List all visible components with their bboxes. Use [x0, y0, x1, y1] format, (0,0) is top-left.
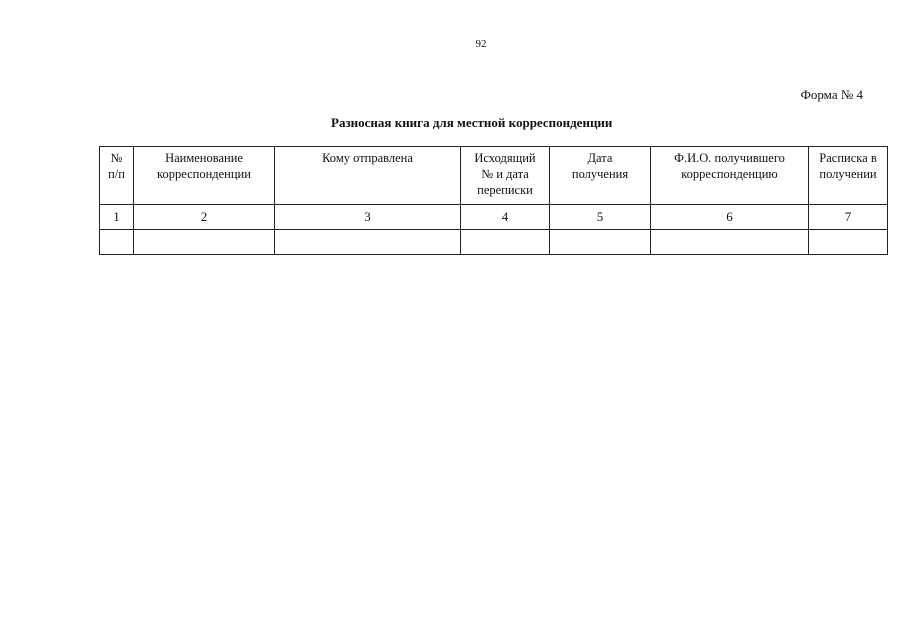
col-header-number	[100, 147, 134, 205]
column-number-cell: 5	[550, 205, 651, 230]
empty-entry-row	[100, 230, 888, 255]
page-number: 92	[475, 38, 487, 50]
empty-cell	[461, 230, 550, 255]
column-number-cell: 3	[275, 205, 461, 230]
empty-cell	[275, 230, 461, 255]
column-number-cell: 1	[100, 205, 134, 230]
col-header-outgoing-number-date	[461, 147, 550, 205]
header-line: Кому отправлена	[322, 151, 413, 165]
header-line: Ф.И.О. получившего	[674, 151, 785, 165]
empty-cell	[651, 230, 809, 255]
header-line: № и дата	[481, 167, 529, 181]
column-number-cell: 2	[134, 205, 275, 230]
header-line: Исходящий	[474, 151, 536, 165]
col-header-receipt-signature	[809, 147, 888, 205]
register-table	[99, 146, 888, 255]
header-line: переписки	[477, 183, 533, 197]
empty-cell	[809, 230, 888, 255]
header-line: получении	[819, 167, 877, 181]
header-line: корреспонденции	[157, 167, 251, 181]
column-number-row	[100, 205, 888, 230]
empty-cell	[100, 230, 134, 255]
form-label: Форма № 4	[800, 87, 863, 102]
col-header-recipient	[275, 147, 461, 205]
header-row	[100, 147, 888, 205]
col-header-correspondence-name	[134, 147, 275, 205]
column-number-cell: 6	[651, 205, 809, 230]
header-line: получения	[571, 167, 629, 181]
col-header-recipient-name	[651, 147, 809, 205]
empty-cell	[134, 230, 275, 255]
header-line: №	[110, 151, 123, 165]
col-header-receipt-date	[550, 147, 651, 205]
header-line: п/п	[108, 167, 125, 181]
header-line: Наименование	[165, 151, 243, 165]
document-title: Разносная книга для местной корреспонденции	[331, 115, 613, 130]
empty-cell	[550, 230, 651, 255]
header-line: Дата	[587, 151, 613, 165]
header-line: корреспонденцию	[681, 167, 778, 181]
column-number-cell: 7	[809, 205, 888, 230]
column-number-cell: 4	[461, 205, 550, 230]
header-line: Расписка в	[819, 151, 877, 165]
